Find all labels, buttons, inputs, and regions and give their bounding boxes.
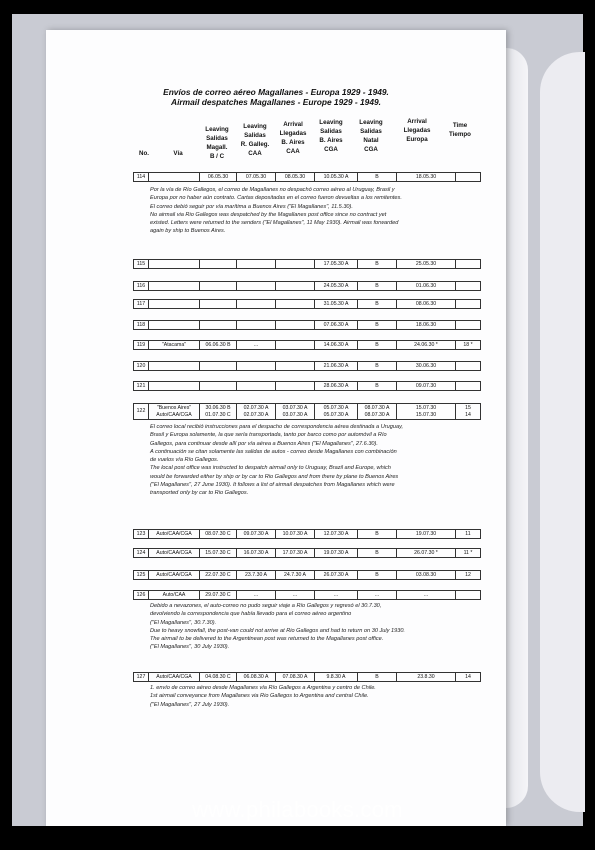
row-leaving-rgalleg — [237, 260, 276, 268]
header-via: Vía — [173, 150, 183, 157]
row-leaving-magall: 22.07.30 C — [200, 571, 237, 579]
row-no: 116 — [134, 282, 149, 290]
note-122: El correo local recibió instrucciones para el despacho de correspondencia aérea destinada a Uruguay, Brasil y Europa solamente, la que sería transportada, tanto por barco como por automóvil a Río Gallegos, para continuar desde allí por vía aérea a Buenos Aires ("El Magallanes", 27.6.30). A continuación se citan solamente las salidas de autos - correo desde Magallanes con combinación de vuelos vía Río Gallegos. The local post office was instructed to despatch airmail only to Uruguay, Brazil and Europe, which would be forwarded either by ship or by car to Rio Gallegos and from there by plane to Buenos Aires ("El Magallanes", 27 June 1930). It follows a list of airmail despatches from Magallanes which were transported only by car to Rio Gallegos. — [150, 424, 404, 497]
table-row — [133, 548, 481, 558]
row-leaving-natal: B — [358, 173, 397, 181]
row-leaving-rgalleg: ... — [237, 341, 276, 349]
row-arrival-baires — [276, 282, 315, 290]
row-leaving-natal: B — [358, 571, 397, 579]
header-arrival-baires: Arrival Llegadas B. Aires CAA — [279, 121, 307, 155]
row-leaving-natal: B — [358, 530, 397, 538]
header-arrival-europa: Arrival Llegadas Europa — [403, 118, 431, 143]
row-time — [456, 282, 480, 290]
row-arrival-baires — [276, 260, 315, 268]
row-arrival-baires: 10.07.30 A — [276, 530, 315, 538]
row-leaving-baires: 9.8.30 A — [315, 673, 358, 681]
row-leaving-baires: 05.07.30 A 05.07.30 A — [315, 404, 358, 419]
row-arrival-baires: 24.7.30 A — [276, 571, 315, 579]
row-leaving-natal: B — [358, 300, 397, 308]
row-leaving-natal: B — [358, 260, 397, 268]
table-row — [133, 281, 481, 291]
table-row — [133, 320, 481, 330]
row-arrival-europa: 23.8.30 — [397, 673, 456, 681]
row-no: 119 — [134, 341, 149, 349]
row-leaving-baires: 21.06.30 A — [315, 362, 358, 370]
row-arrival-baires — [276, 362, 315, 370]
row-via: "Buenos Aires" Auto/CAA/CGA — [149, 404, 200, 419]
page-curl — [506, 48, 528, 808]
row-no: 115 — [134, 260, 149, 268]
row-no: 117 — [134, 300, 149, 308]
row-leaving-natal: B — [358, 341, 397, 349]
row-leaving-natal: B — [358, 282, 397, 290]
row-no: 114 — [134, 173, 149, 181]
row-no: 124 — [134, 549, 149, 557]
table-row — [133, 672, 481, 682]
table-row — [133, 299, 481, 309]
row-leaving-natal: B — [358, 382, 397, 390]
row-arrival-europa: 09.07.30 — [397, 382, 456, 390]
row-no: 126 — [134, 591, 149, 599]
row-leaving-rgalleg: 23.7.30 A — [237, 571, 276, 579]
header-time: Time Tiempo — [449, 122, 471, 138]
row-arrival-baires: 07.08.30 A — [276, 673, 315, 681]
row-arrival-baires — [276, 300, 315, 308]
row-time — [456, 260, 480, 268]
row-time: 15 14 — [465, 404, 471, 418]
row-via — [149, 362, 200, 370]
row-no: 120 — [134, 362, 149, 370]
row-via: Auto/CAA — [149, 591, 200, 599]
row-leaving-rgalleg: 06.08.30 A — [237, 673, 276, 681]
row-time: 11 — [465, 530, 471, 537]
row-time: 18 * — [463, 341, 473, 348]
row-time: 14 — [465, 673, 471, 680]
row-leaving-rgalleg: 07.05.30 — [237, 173, 276, 181]
row-via — [149, 382, 200, 390]
note-114: Por la vía de Río Gallegos, el correo de Magallanes no despachó correo aéreo al Uruguay, Brasil y Europa por no haber aún contrato. Cartas depositadas en el correo fueron devueltas a los remitentes. El correo debió seguir por vía marítima a Buenos Aires ("El Magallanes", 11.5.30). No airmail via Rio Gallegos was despatched by the Magallanes post office since no contract yet existed. Letters were returned to the senders ("El Magallanes", 11 May 1930). Airmail was forwarded again by ship to Buenos Aires. — [150, 187, 402, 235]
row-leaving-natal: B — [358, 321, 397, 329]
row-via: Auto/CAA/CGA — [149, 673, 200, 681]
row-time: 11 * — [463, 549, 473, 556]
table-row — [133, 340, 481, 350]
row-no: 127 — [134, 673, 149, 681]
row-leaving-rgalleg: 09.07.30 A — [237, 530, 276, 538]
row-via — [149, 300, 200, 308]
row-via: "Atacama" — [149, 341, 200, 349]
row-leaving-natal: B — [358, 673, 397, 681]
row-leaving-magall — [200, 282, 237, 290]
row-time — [456, 382, 480, 390]
row-arrival-europa: 18.06.30 — [397, 321, 456, 329]
facing-page — [540, 52, 585, 812]
row-no: 118 — [134, 321, 149, 329]
row-time — [456, 362, 480, 370]
row-via — [149, 260, 200, 268]
row-leaving-magall: 04.08.30 C — [200, 673, 237, 681]
table-row — [133, 381, 481, 391]
header-leaving-rgalleg: Leaving Salidas R. Galleg. CAA — [240, 123, 270, 157]
row-leaving-magall — [200, 382, 237, 390]
table-row — [133, 529, 481, 539]
footer-bar — [0, 826, 595, 850]
row-leaving-rgalleg: 02.07.30 A 02.07.30 A — [237, 404, 276, 419]
table-row — [133, 590, 481, 600]
row-via — [149, 321, 200, 329]
table-row — [133, 259, 481, 269]
row-arrival-europa: 18.05.30 — [397, 173, 456, 181]
title-es: Envíos de correo aéreo Magallanes - Europa 1929 - 1949. — [163, 87, 389, 97]
row-no: 123 — [134, 530, 149, 538]
row-time — [456, 300, 480, 308]
row-leaving-natal: 08.07.30 A 08.07.30 A — [358, 404, 397, 419]
row-leaving-baires: 14.06.30 A — [315, 341, 358, 349]
row-leaving-baires: ... — [315, 591, 358, 599]
table-row — [133, 172, 481, 182]
row-arrival-europa: ... — [397, 591, 456, 599]
row-via — [149, 282, 200, 290]
footer-url[interactable]: www.philabooks.com — [192, 797, 403, 822]
row-leaving-rgalleg: 16.07.30 A — [237, 549, 276, 557]
row-arrival-baires — [276, 321, 315, 329]
row-arrival-europa: 03.08.30 — [397, 571, 456, 579]
note-126: Debido a nevazones, el auto-correo no pudo seguir viaje a Río Gallegos y regresó el 30.7.30, devolviendo la correspondencia que había llevado para el correo aéreo argentino ("El Magallanes", 30.7.30). Due to heavy snowfall, the post-van could not arrive at Rio Gallegos and had to return on 30 July 1930. The airmail to be delivered to the Argentinean post was returned to the Magallanes post office. ("El Magallanes", 30 July 1930). — [150, 603, 405, 651]
row-via: Auto/CAA/CGA — [149, 549, 200, 557]
note-127: 1. envío de correo aéreo desde Magallanes vía Río Gallegos a Argentina y centro de Chile. 1st airmail conveyance from Magallanes via Rio Gallegos to Argentina and central Chile. ("El Magallanes", 27 July 1930). — [150, 685, 376, 708]
row-arrival-europa: 08.06.30 — [397, 300, 456, 308]
table-row — [133, 570, 481, 580]
row-leaving-natal: B — [358, 549, 397, 557]
row-leaving-baires: 17.05.30 A — [315, 260, 358, 268]
row-arrival-baires: 08.05.30 — [276, 173, 315, 181]
header-no: No. — [139, 150, 149, 157]
row-leaving-rgalleg — [237, 362, 276, 370]
row-leaving-natal: B — [358, 362, 397, 370]
row-arrival-baires — [276, 382, 315, 390]
row-leaving-magall — [200, 362, 237, 370]
row-arrival-baires: 17.07.30 A — [276, 549, 315, 557]
row-leaving-baires: 19.07.30 A — [315, 549, 358, 557]
row-arrival-europa: 01.06.30 — [397, 282, 456, 290]
row-arrival-baires: ... — [276, 591, 315, 599]
title-en: Airmail despatches Magallanes - Europe 1929 - 1949. — [171, 97, 381, 107]
row-via — [149, 173, 200, 181]
row-via: Auto/CAA/CGA — [149, 530, 200, 538]
row-leaving-rgalleg — [237, 382, 276, 390]
row-leaving-magall: 30.06.30 B 01.07.30 C — [200, 404, 237, 419]
row-leaving-magall: 08.07.30 C — [200, 530, 237, 538]
table-row — [133, 403, 481, 420]
row-no: 122 — [134, 404, 149, 419]
row-leaving-baires: 31.05.30 A — [315, 300, 358, 308]
row-leaving-baires: 24.05.30 A — [315, 282, 358, 290]
row-leaving-baires: 26.07.30 A — [315, 571, 358, 579]
table-row — [133, 361, 481, 371]
header-leaving-magall: Leaving Salidas Magall. B / C — [205, 126, 229, 160]
row-arrival-europa: 26.07.30 * — [397, 549, 456, 557]
row-leaving-magall — [200, 300, 237, 308]
row-leaving-baires: 10.05.30 A — [315, 173, 358, 181]
row-leaving-baires: 28.06.30 A — [315, 382, 358, 390]
row-leaving-rgalleg — [237, 300, 276, 308]
row-leaving-magall: 06.05.30 — [200, 173, 237, 181]
row-leaving-baires: 07.06.30 A — [315, 321, 358, 329]
row-leaving-rgalleg: ... — [237, 591, 276, 599]
row-arrival-europa: 15.07.30 15.07.30 — [397, 404, 456, 419]
row-arrival-baires: 03.07.30 A 03.07.30 A — [276, 404, 315, 419]
row-leaving-rgalleg — [237, 282, 276, 290]
header-leaving-baires: Leaving Salidas B. Aires CGA — [319, 119, 343, 153]
row-arrival-europa: 25.05.30 — [397, 260, 456, 268]
row-leaving-rgalleg — [237, 321, 276, 329]
row-via: Auto/CAA/CGA — [149, 571, 200, 579]
row-time: 12 — [465, 571, 471, 578]
row-time — [456, 321, 480, 329]
row-arrival-baires — [276, 341, 315, 349]
row-arrival-europa: 24.06.30 * — [397, 341, 456, 349]
row-arrival-europa: 19.07.30 — [397, 530, 456, 538]
row-no: 125 — [134, 571, 149, 579]
row-leaving-baires: 12.07.30 A — [315, 530, 358, 538]
row-leaving-magall: 06.06.30 B — [200, 341, 237, 349]
header-leaving-natal: Leaving Salidas Natal CGA — [359, 119, 383, 153]
row-no: 121 — [134, 382, 149, 390]
row-leaving-magall: 15.07.30 C — [200, 549, 237, 557]
row-leaving-magall — [200, 321, 237, 329]
row-time — [456, 591, 480, 599]
row-arrival-europa: 30.06.30 — [397, 362, 456, 370]
row-leaving-natal: ... — [358, 591, 397, 599]
row-time — [456, 173, 480, 181]
row-leaving-magall — [200, 260, 237, 268]
row-leaving-magall: 29.07.30 C — [200, 591, 237, 599]
